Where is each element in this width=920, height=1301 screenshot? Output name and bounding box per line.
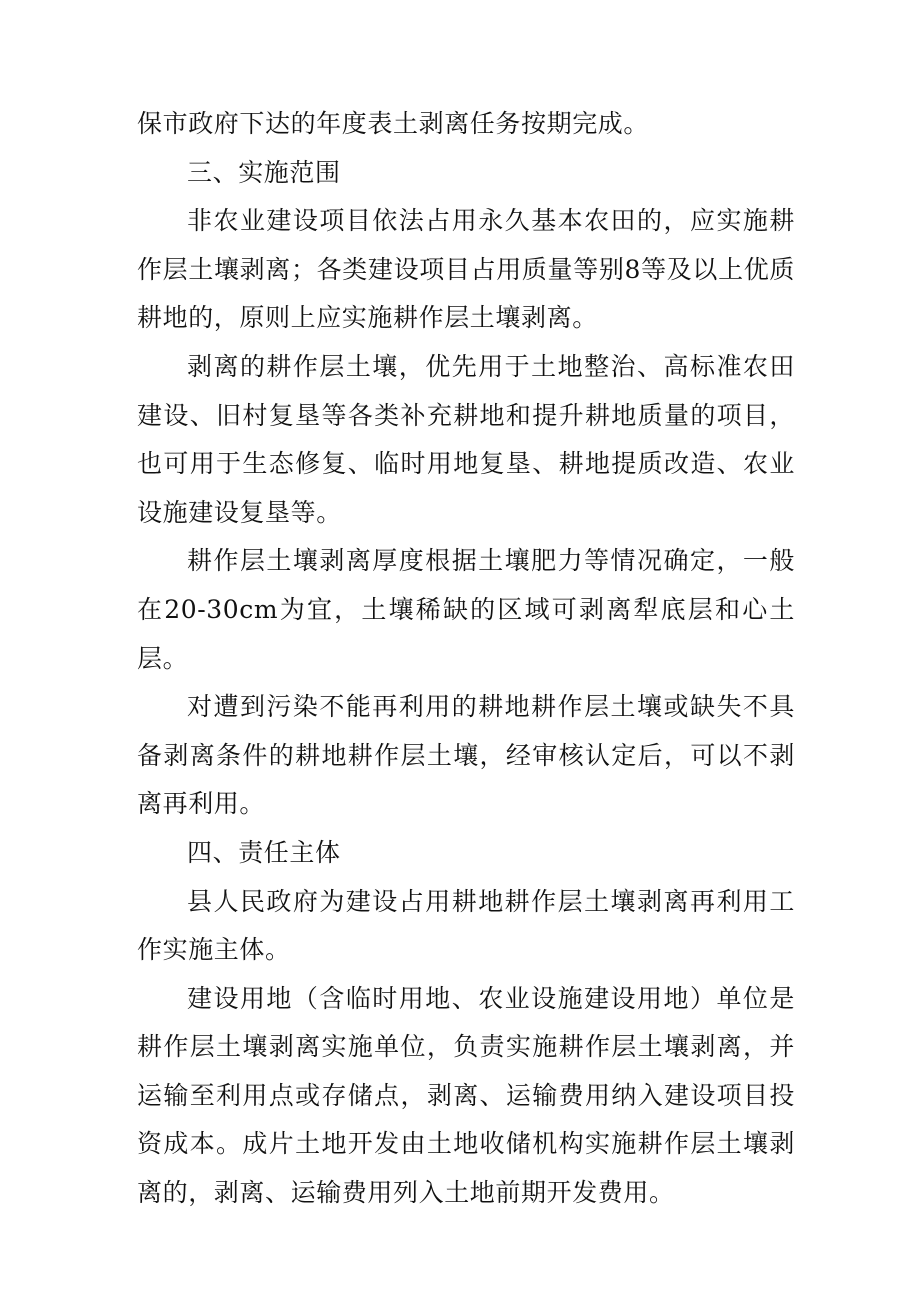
section-heading-responsibility: 四、责任主体 (187, 837, 341, 867)
paragraph-stripping-thickness: 耕作层土壤剥离厚度根据土壤肥力等情况确定，一般在20-30cm为宜，土壤稀缺的区域可剥离犁底层和心土层。 (137, 546, 795, 673)
paragraph-county-government: 县人民政府为建设占用耕地耕作层土壤剥离再利用工作实施主体。 (137, 886, 795, 965)
document-body (137, 100, 795, 1218)
paragraph-exemption: 对遭到污染不能再利用的耕地耕作层土壤或缺失不具备剥离条件的耕地耕作层土壤，经审核认定后，可以不剥离再利用。 (137, 692, 795, 819)
paragraph-soil-usage: 剥离的耕作层土壤，优先用于土地整治、高标准农田建设、旧村复垦等各类补充耕地和提升耕地质量的项目，也可用于生态修复、临时用地复垦、耕地提质改造、农业设施建设复垦等。 (137, 351, 795, 527)
section-heading-scope: 三、实施范围 (187, 157, 341, 187)
paragraph-scope-requirement: 非农业建设项目依法占用永久基本农田的，应实施耕作层土壤剥离；各类建设项目占用质量等别8等及以上优质耕地的，原则上应实施耕作层土壤剥离。 (137, 206, 795, 333)
paragraph-implementing-unit: 建设用地（含临时用地、农业设施建设用地）单位是耕作层土壤剥离实施单位，负责实施耕作层土壤剥离，并运输至利用点或存储点，剥离、运输费用纳入建设项目投资成本。成片土地开发由土地收储机构实施耕作层土壤剥离的，剥离、运输费用列入土地前期开发费用。 (137, 983, 795, 1208)
paragraph-continuation: 保市政府下达的年度表土剥离任务按期完成。 (137, 109, 650, 138)
